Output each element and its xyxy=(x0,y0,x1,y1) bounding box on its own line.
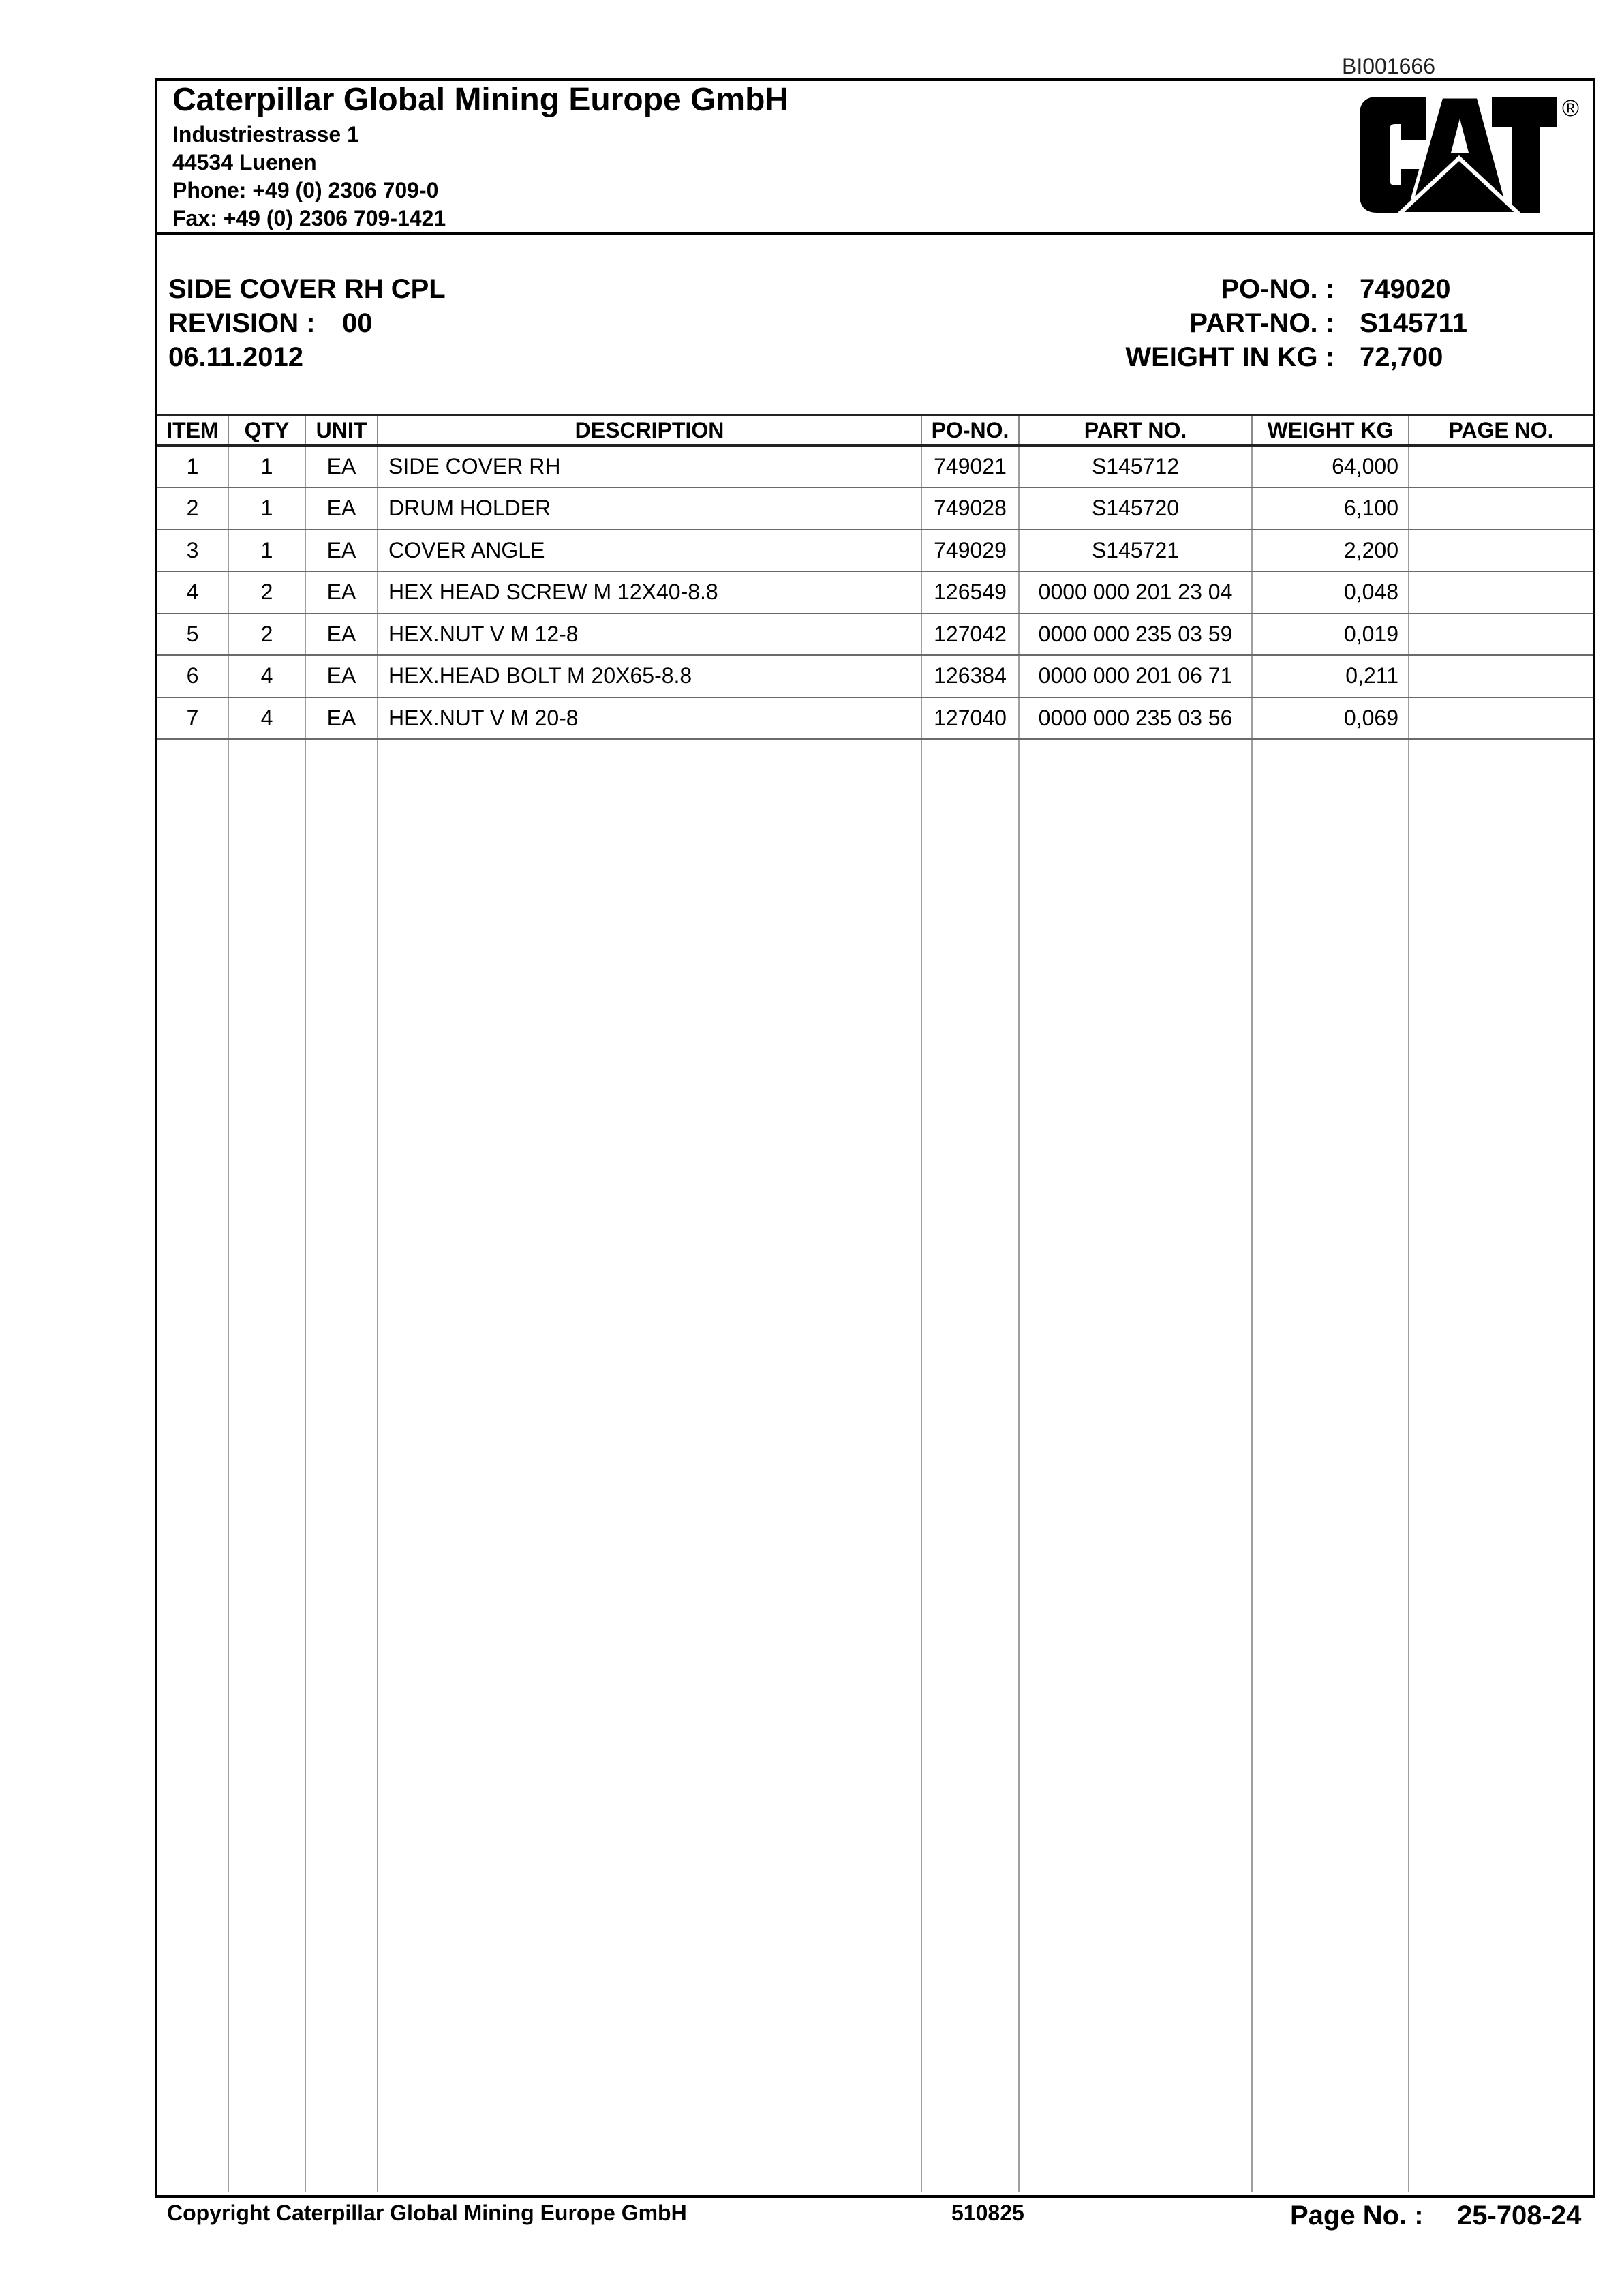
cell-qty: 1 xyxy=(228,487,305,530)
column-header-part-no: PART NO. xyxy=(1019,415,1252,446)
company-name: Caterpillar Global Mining Europe GmbH xyxy=(172,82,789,118)
cell-weight-kg: 64,000 xyxy=(1252,446,1409,488)
cell-part-no: S145712 xyxy=(1019,446,1252,488)
cell-item: 2 xyxy=(157,487,228,530)
page-number: 25-708-24 xyxy=(1457,2201,1582,2231)
column-header-weight-kg: WEIGHT KG xyxy=(1252,415,1409,446)
cell-part-no: S145720 xyxy=(1019,487,1252,530)
page-frame xyxy=(155,78,1595,2198)
company-street: Industriestrasse 1 xyxy=(172,122,359,147)
cell-unit: EA xyxy=(305,446,378,488)
page-number-label: Page No. : xyxy=(1290,2201,1424,2231)
cell-po-no: 126384 xyxy=(921,655,1019,697)
cell-po-no: 126549 xyxy=(921,571,1019,614)
header-divider xyxy=(155,232,1595,235)
cell-unit: EA xyxy=(305,697,378,740)
cell-description: HEX.NUT V M 20-8 xyxy=(378,697,921,740)
cell-unit: EA xyxy=(305,614,378,656)
cell-part-no: 0000 000 201 23 04 xyxy=(1019,571,1252,614)
cell-po-no: 127042 xyxy=(921,614,1019,656)
cell-part-no: 0000 000 201 06 71 xyxy=(1019,655,1252,697)
cell-qty: 1 xyxy=(228,530,305,572)
cell-po-no: 749021 xyxy=(921,446,1019,488)
cell-weight-kg: 6,100 xyxy=(1252,487,1409,530)
cell-weight-kg: 0,211 xyxy=(1252,655,1409,697)
footer-copyright: Copyright Caterpillar Global Mining Europe GmbH xyxy=(167,2201,687,2225)
cell-item: 7 xyxy=(157,697,228,740)
cell-weight-kg: 0,019 xyxy=(1252,614,1409,656)
cell-qty: 4 xyxy=(228,655,305,697)
company-phone: Phone: +49 (0) 2306 709-0 xyxy=(172,178,439,202)
document-date: 06.11.2012 xyxy=(168,342,303,372)
cell-qty: 4 xyxy=(228,697,305,740)
cell-qty: 2 xyxy=(228,614,305,656)
column-header-page-no: PAGE NO. xyxy=(1409,415,1593,446)
cell-description: HEX.NUT V M 12-8 xyxy=(378,614,921,656)
weight-label: WEIGHT IN KG : xyxy=(1125,342,1334,372)
column-header-description: DESCRIPTION xyxy=(378,415,921,446)
column-header-po-no: PO-NO. xyxy=(921,415,1019,446)
cell-weight-kg: 2,200 xyxy=(1252,530,1409,572)
cell-unit: EA xyxy=(305,530,378,572)
cell-description: HEX HEAD SCREW M 12X40-8.8 xyxy=(378,571,921,614)
po-no-value: 749020 xyxy=(1360,274,1451,304)
revision-label: REVISION : xyxy=(168,308,316,338)
assembly-title: SIDE COVER RH CPL xyxy=(168,274,446,304)
company-city: 44534 Luenen xyxy=(172,150,317,175)
po-no-label: PO-NO. : xyxy=(1221,274,1334,304)
cell-item: 4 xyxy=(157,571,228,614)
cell-part-no: 0000 000 235 03 59 xyxy=(1019,614,1252,656)
cell-item: 6 xyxy=(157,655,228,697)
cell-unit: EA xyxy=(305,655,378,697)
company-fax: Fax: +49 (0) 2306 709-1421 xyxy=(172,206,446,230)
cell-weight-kg: 0,048 xyxy=(1252,571,1409,614)
revision-value: 00 xyxy=(342,308,373,338)
cell-description: SIDE COVER RH xyxy=(378,446,921,488)
cell-po-no: 749029 xyxy=(921,530,1019,572)
cell-part-no: S145721 xyxy=(1019,530,1252,572)
cell-unit: EA xyxy=(305,487,378,530)
weight-value: 72,700 xyxy=(1360,342,1443,372)
column-header-unit: UNIT xyxy=(305,415,378,446)
cell-description: HEX.HEAD BOLT M 20X65-8.8 xyxy=(378,655,921,697)
cell-item: 5 xyxy=(157,614,228,656)
footer-code: 510825 xyxy=(951,2201,1024,2225)
cell-item: 3 xyxy=(157,530,228,572)
cell-po-no: 127040 xyxy=(921,697,1019,740)
registered-mark: ® xyxy=(1562,95,1580,121)
column-header-qty: QTY xyxy=(228,415,305,446)
cell-description: DRUM HOLDER xyxy=(378,487,921,530)
cell-unit: EA xyxy=(305,571,378,614)
column-header-item: ITEM xyxy=(157,415,228,446)
cell-description: COVER ANGLE xyxy=(378,530,921,572)
part-no-label: PART-NO. : xyxy=(1189,308,1334,338)
cell-part-no: 0000 000 235 03 56 xyxy=(1019,697,1252,740)
cell-weight-kg: 0,069 xyxy=(1252,697,1409,740)
part-no-value: S145711 xyxy=(1360,308,1467,338)
document-id: BI001666 xyxy=(1342,54,1436,78)
cell-item: 1 xyxy=(157,446,228,488)
cell-qty: 2 xyxy=(228,571,305,614)
cell-qty: 1 xyxy=(228,446,305,488)
cell-po-no: 749028 xyxy=(921,487,1019,530)
